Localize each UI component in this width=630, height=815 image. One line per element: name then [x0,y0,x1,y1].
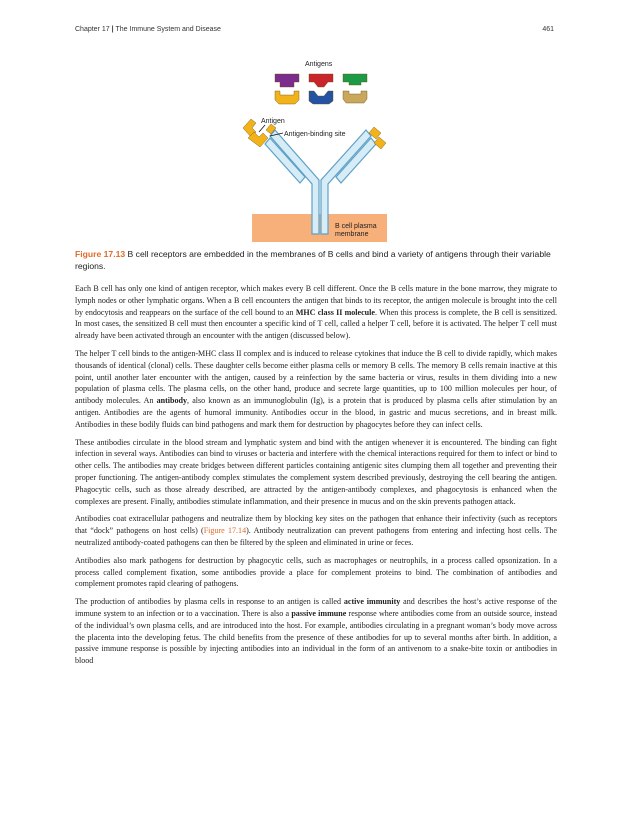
text-run: The production of antibodies by plasma cells in response to an antigen is called [75,597,344,607]
figure-17-14-link[interactable]: Figure 17.14 [203,526,247,536]
chapter-title: The Immune System and Disease [115,26,221,33]
figure-caption [75,248,557,272]
paragraph [75,283,557,342]
key-term: active immunity [343,597,401,607]
text-run: Antibodies coat extracellular pathogens and neutralize them by blocking key sites on the pathogen that enhance their infectivity (such as receptors that “dock” pathogens on host cells) ( [75,514,557,536]
paragraph [75,596,557,667]
key-term: antibody [156,396,188,406]
antigen-red [309,74,333,87]
text-run: response where antibodies come from an outside source, instead of the individual’s own plasma cells, and are introduced into the host. For example, antibodies circulating in a pregnant woman’s body move across the placenta into the developing fetus. The child benefits from the presence of these antibodies for up to several months after birth. In addition, a passive immune response is possible by injecting antibodies into an individual in the form of an antivenom to a snake-bite toxin or antibodies in blood [75,608,557,666]
antigen-label: Antigen [261,118,285,125]
key-term: MHC class II molecule [295,307,375,317]
body-text [75,283,557,673]
chapter-heading [75,26,221,33]
text-run: and describes the host’s active response of the immune system to an infection or to a vaccination. There is also a [75,597,557,618]
caption-text: B cell receptors are embedded in the membranes of B cells and bind a variety of antigens through their variable regions. [75,249,551,271]
paragraph [75,348,557,431]
text-run: , also known as an immunoglobulin (Ig), is a protein that is produced by plasma cells after stimulation by an antigen. Antibodies are the agents of humoral immunity. Antibodies occur in the blood, in gastric and mucus secretions, and in breast milk. Antibodies in these bodily fluids can bind pathogens and mark them for destruction by phagocytes before they can infect cells. [75,396,557,429]
antigen-yellow [275,91,299,104]
key-term: passive immune [291,608,347,618]
antigen-binding-site-label: Antigen-binding site [284,131,346,138]
antigen-purple [275,74,299,87]
page-number: 461 [542,26,554,33]
b-cell-receptor-diagram [230,56,410,246]
antigens-label: Antigens [305,61,333,68]
chapter-number: Chapter 17 [75,26,110,33]
text-run: . When this process is complete, the B cell is sensitized. In most cases, the sensitized B cell must then encounter a specific kind of T cell, called a helper T cell, before it is activated. The helper T cell must already have been activated through an encounter with the antigen (discussed below). [75,307,557,341]
antigen-green [343,74,367,85]
membrane-label-line1: B cell plasma [335,223,377,230]
antigen-blue [309,91,333,104]
text-run: Each B cell has only one kind of antigen receptor, which makes every B cell different. Once the B cells mature in the bone marrow, they migrate to lymph nodes or other lymphatic organs. When a B cell encounters the antigen that binds to its receptor, the antigen molecule is brought into the cell by endocytosis and reappears on the surface of the cell bound to an [75,284,557,317]
paragraph [75,513,557,548]
paragraph: These antibodies circulate in the blood stream and lymphatic system and bind with the antigen whenever it is encountered. The binding can fight infection in several ways. Antibodies can bind to viruses or bacteria and interfere with the chemical interactions required for them to infect or bind to other cells. The antibodies may create bridges between different particles containing antigenic sites clumping them all together and preventing their proper functioning. The antigen-antibody complex stimulates the complement system described previously, destroying the cell bearing the antigen. Phagocytic cells, such as those already described, are attracted by the antigen-antibody complexes, and phagocytosis is enhanced when the complexes are present. Finally, antibodies stimulate inflammation, and their presence in mucus and on the skin prevents pathogen attack. [75,437,557,506]
text-run: ). Antibody neutralization can prevent pathogens from entering and infecting host cells. The neutralized antibody-coated pathogens can then be filtered by the spleen and eliminated in urine or feces. [75,526,557,547]
antigen-leader-line [259,125,265,132]
paragraph: Antibodies also mark pathogens for destruction by phagocytic cells, such as macrophages or neutrophils, in a process called opsonization. In a process called complement fixation, some antibodies provide a place for complement proteins to bind. The combination of antibodies and complement promotes rapid clearing of pathogens. [75,555,557,589]
membrane-label-line2: membrane [335,231,369,238]
header-separator: | [109,26,116,33]
text-run: The helper T cell binds to the antigen-MHC class II complex and is induced to release cytokines that induce the B cell to divide rapidly, which makes thousands of identical (clonal) cells. These daughter cells become either plasma cells or memory B cells. The memory B cells remain inactive at this point, until another later encounter with the antigen, caused by a reinfection by the same bacteria or virus, results in them dividing into a new population of plasma cells. The plasma cells, on the other hand, produce and secrete large quantities, up to 100 million molecules per hour, of antibody molecules. An [75,348,557,406]
figure-17-13 [230,56,410,246]
figure-number: Figure 17.13 [75,249,126,259]
antigen-tan [343,91,367,103]
